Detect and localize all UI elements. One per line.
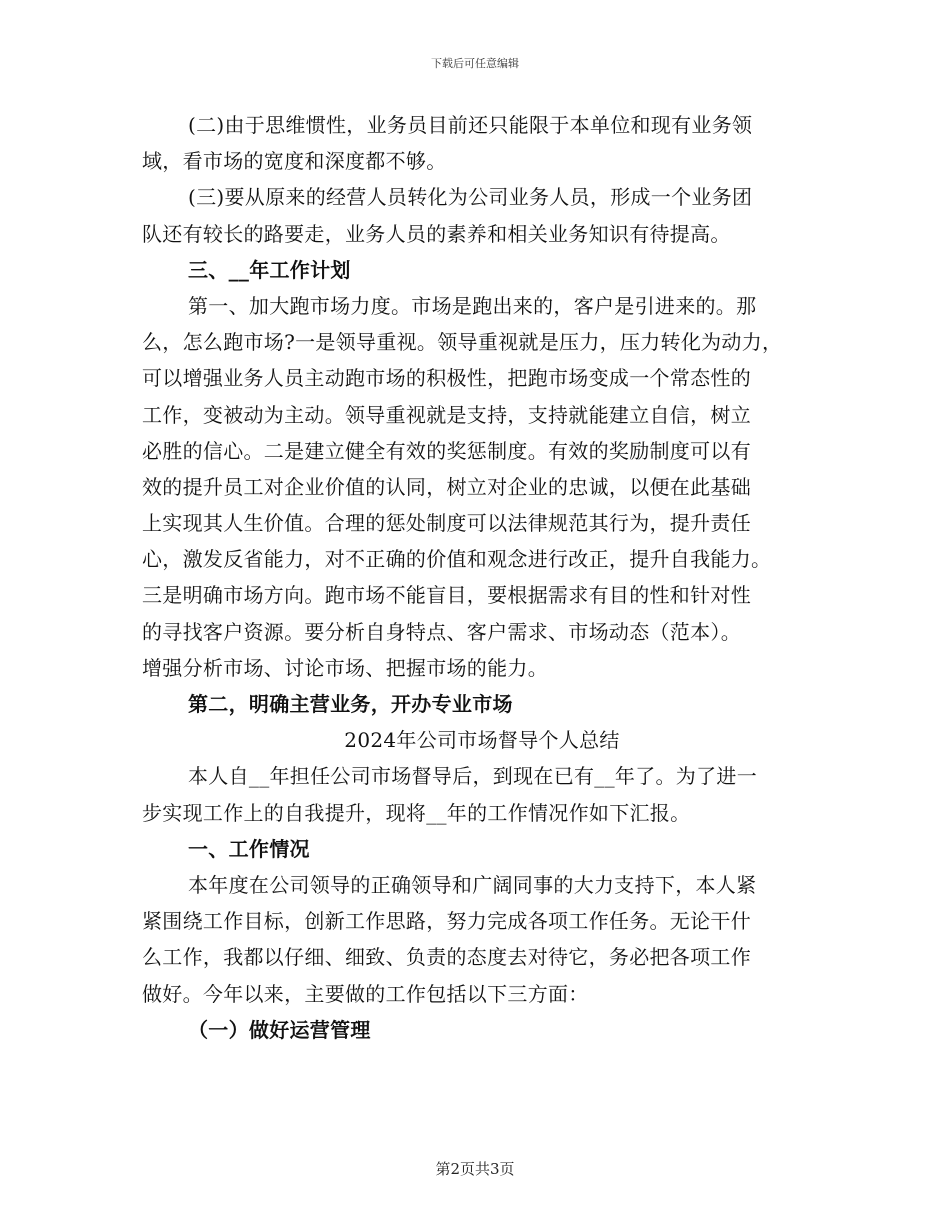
paragraph-line: 工作，变被动为主动。领导重视就是支持，支持就能建立自信，树立 <box>142 402 751 427</box>
paragraph-line: 的寻找客户资源。要分析自身特点、客户需求、市场动态（范本）。 <box>142 619 741 644</box>
page-footer: 第2页共3页 <box>435 1160 515 1178</box>
paragraph-line: 步实现工作上的自我提升，现将__年的工作情况作如下汇报。 <box>142 800 691 825</box>
paragraph-line: (三)要从原来的经营人员转化为公司业务人员，形成一个业务团 <box>188 185 753 210</box>
paragraph-line: 第一、加大跑市场力度。市场是跑出来的，客户是引进来的。那 <box>188 293 757 318</box>
heading-line: 第二，明确主营业务，开办专业市场 <box>188 692 513 716</box>
paragraph-line: 队还有较长的路要走，业务人员的素养和相关业务知识有待提高。 <box>142 221 731 246</box>
paragraph-line: 么工作，我都以仔细、细致、负责的态度去对待它，务必把各项工作 <box>142 945 751 970</box>
heading-line: （一）做好运营管理 <box>188 1017 371 1042</box>
section-title: 2024年公司市场督导个人总结 <box>344 728 620 753</box>
paragraph-line: 可以增强业务人员主动跑市场的积极性，把跑市场变成一个常态性的 <box>142 366 751 391</box>
paragraph-line: 必胜的信心。二是建立健全有效的奖惩制度。有效的奖励制度可以有 <box>142 438 751 463</box>
paragraph-line: 做好。今年以来，主要做的工作包括以下三方面： <box>142 981 589 1006</box>
paragraph-line: 效的提升员工对企业价值的认同，树立对企业的忠诚，以便在此基础 <box>142 474 751 499</box>
document-body <box>142 107 822 1048</box>
paragraph-line: 紧围绕工作目标，创新工作思路，努力完成各项工作任务。无论干什 <box>142 909 751 934</box>
page-header: 下载后可任意编辑 <box>431 57 519 70</box>
paragraph-line: 三是明确市场方向。跑市场不能盲目，要根据需求有目的性和针对性 <box>142 583 751 608</box>
paragraph-line: 心，激发反省能力，对不正确的价值和观念进行改正，提升自我能力。 <box>142 547 772 572</box>
paragraph-line: 么，怎么跑市场?一是领导重视。领导重视就是压力，压力转化为动力， <box>142 330 783 355</box>
paragraph-line: 域，看市场的宽度和深度都不够。 <box>142 149 447 174</box>
paragraph-line: (二)由于思维惯性，业务员目前还只能限于本单位和现有业务领 <box>188 113 753 137</box>
paragraph-line: 增强分析市场、讨论市场、把握市场的能力。 <box>142 655 548 680</box>
heading-line: 三、__年工作计划 <box>188 257 351 282</box>
paragraph-line: 本人自__年担任公司市场督导后，到现在已有__年了。为了进一 <box>188 764 757 789</box>
heading-line: 一、工作情况 <box>188 836 310 861</box>
paragraph-line: 本年度在公司领导的正确领导和广阔同事的大力支持下，本人紧 <box>188 872 757 897</box>
paragraph-line: 上实现其人生价值。合理的惩处制度可以法律规范其行为，提升责任 <box>142 511 751 536</box>
